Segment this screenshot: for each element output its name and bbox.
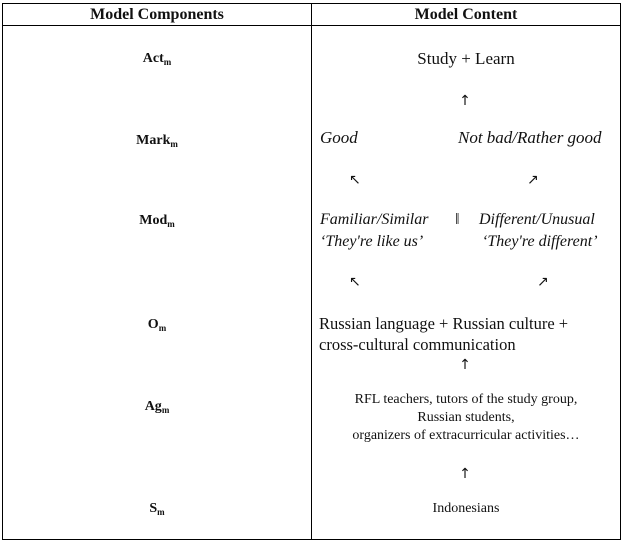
s-content: Indonesians (432, 501, 500, 516)
component-s-base: S (149, 501, 158, 516)
component-mod-base: Mod (139, 213, 168, 228)
component-o-sub: m (158, 323, 167, 333)
arrow-up-right-icon: ↗ (527, 172, 539, 188)
act-content: Study + Learn (417, 49, 515, 68)
component-mark-base: Mark (136, 133, 171, 148)
mark-right: Not bad/Rather good (458, 128, 602, 147)
mod-left-line2: ‘They're like us’ (320, 233, 424, 250)
ag-line2: Russian students, (417, 410, 515, 425)
arrow-up-right-icon: ↗ (537, 274, 549, 290)
arrow-up-icon: ↑ (459, 466, 471, 482)
arrow-up-icon: ↑ (459, 357, 471, 373)
component-s-sub: m (157, 507, 165, 517)
header-model-components: Model Components (90, 6, 224, 23)
component-mark-sub: m (170, 139, 178, 149)
component-s (3, 501, 311, 520)
component-ag (3, 399, 311, 418)
component-act-base: Act (142, 51, 164, 66)
column-divider (311, 4, 312, 539)
o-line1: Russian language + Russian culture + (319, 314, 569, 333)
mod-left-line1: Familiar/Similar (320, 211, 429, 228)
mod-right-line2: ‘They're different’ (482, 233, 598, 250)
mod-right-line1: Different/Unusual (479, 211, 595, 228)
arrow-up-left-icon: ↖ (349, 172, 361, 188)
model-table (2, 3, 621, 540)
arrow-up-icon: ↑ (459, 93, 471, 109)
o-line2: cross-cultural communication (319, 335, 516, 354)
header-model-content: Model Content (414, 6, 518, 23)
mark-left: Good (320, 128, 358, 147)
mod-separator: ‖ (455, 211, 460, 228)
component-ag-base: Ag (144, 399, 162, 414)
component-mark (3, 133, 311, 152)
ag-line3: organizers of extracurricular activities… (352, 428, 580, 443)
component-mod (3, 213, 311, 232)
component-act (3, 51, 311, 70)
arrow-up-left-icon: ↖ (349, 274, 361, 290)
component-ag-sub: m (161, 405, 170, 415)
component-act-sub: m (163, 57, 172, 67)
component-o (3, 317, 311, 336)
ag-line1: RFL teachers, tutors of the study group, (354, 392, 578, 407)
component-mod-sub: m (167, 219, 175, 229)
component-o-base: O (147, 317, 159, 332)
